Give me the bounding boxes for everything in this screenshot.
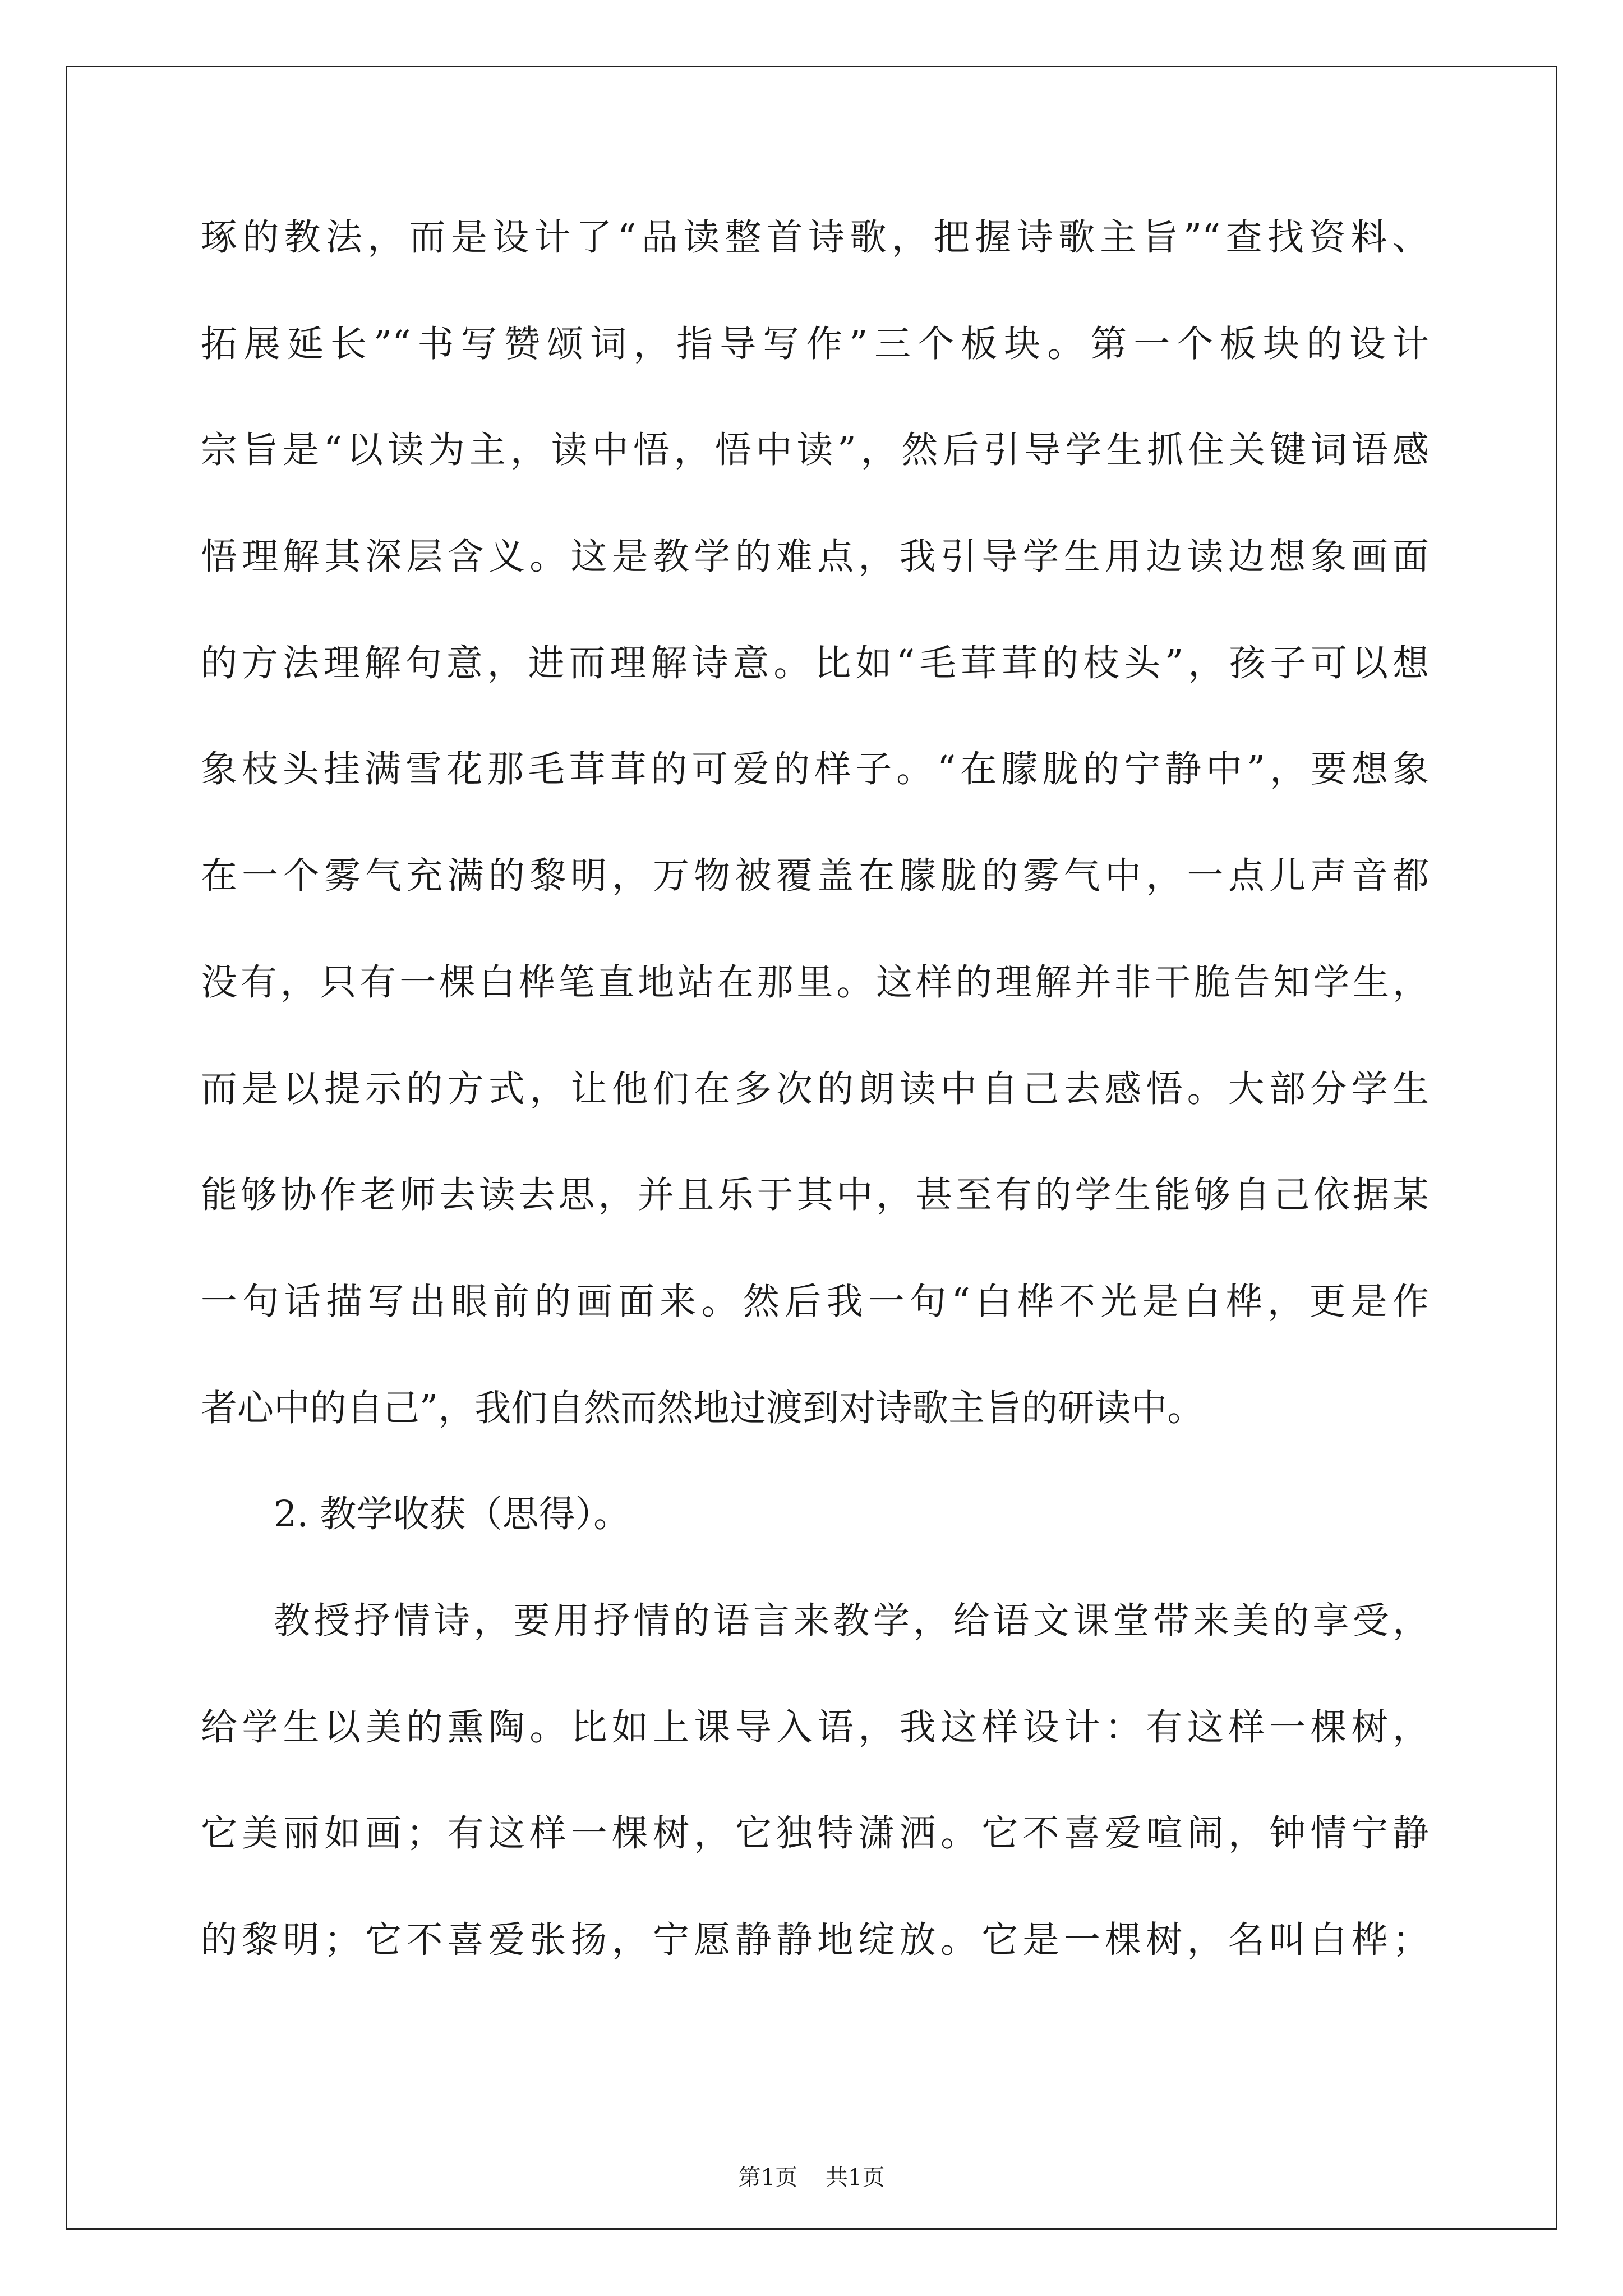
page-number: 第1页	[738, 2165, 797, 2191]
text-line: 给学生以美的熏陶。比如上课导入语，我这样设计：有这样一棵树，	[201, 1706, 1429, 1749]
text-line: 在一个雾气充满的黎明，万物被覆盖在朦胧的雾气中，一点儿声音都	[201, 855, 1429, 897]
text-line: 而是以提示的方式，让他们在多次的朗读中自己去感悟。大部分学生	[201, 1068, 1429, 1110]
text-line: 教授抒情诗，要用抒情的语言来教学，给语文课堂带来美的享受，	[274, 1600, 1429, 1642]
text-line: 它美丽如画；有这样一棵树，它独特潇洒。它不喜爱喧闹，钟情宁静	[201, 1812, 1429, 1855]
text-line: 能够协作老师去读去思，并且乐于其中，甚至有的学生能够自己依据某	[201, 1174, 1429, 1216]
text-line: 的黎明；它不喜爱张扬，宁愿静静地绽放。它是一棵树，名叫白桦；	[201, 1919, 1429, 1961]
text-line: 的方法理解句意，进而理解诗意。比如“毛茸茸的枝头”，孩子可以想	[201, 642, 1429, 684]
text-line: 琢的教法，而是设计了“品读整首诗歌，把握诗歌主旨”“查找资料、	[201, 217, 1429, 259]
page-total: 共1页	[826, 2165, 885, 2191]
text-line: 没有，只有一棵白桦笔直地站在那里。这样的理解并非干脆告知学生，	[201, 961, 1429, 1004]
section-heading: 2. 教学收获（思得）。	[274, 1493, 630, 1535]
text-line: 象枝头挂满雪花那毛茸茸的可爱的样子。“在朦胧的宁静中”，要想象	[201, 748, 1429, 790]
text-line: 悟理解其深层含义。这是教学的难点，我引导学生用边读边想象画面	[201, 536, 1429, 578]
text-line: 拓展延长”“书写赞颂词，指导写作”三个板块。第一个板块的设计	[201, 323, 1429, 365]
text-line: 者心中的自己”，我们自然而然地过渡到对诗歌主旨的研读中。	[201, 1387, 1204, 1429]
text-line: 宗旨是“以读为主，读中悟，悟中读”，然后引导学生抓住关键词语感	[201, 429, 1429, 471]
text-line: 一句话描写出眼前的画面来。然后我一句“白桦不光是白桦，更是作	[201, 1281, 1429, 1323]
page-footer	[0, 2160, 1623, 2192]
page-border	[66, 66, 1557, 2230]
